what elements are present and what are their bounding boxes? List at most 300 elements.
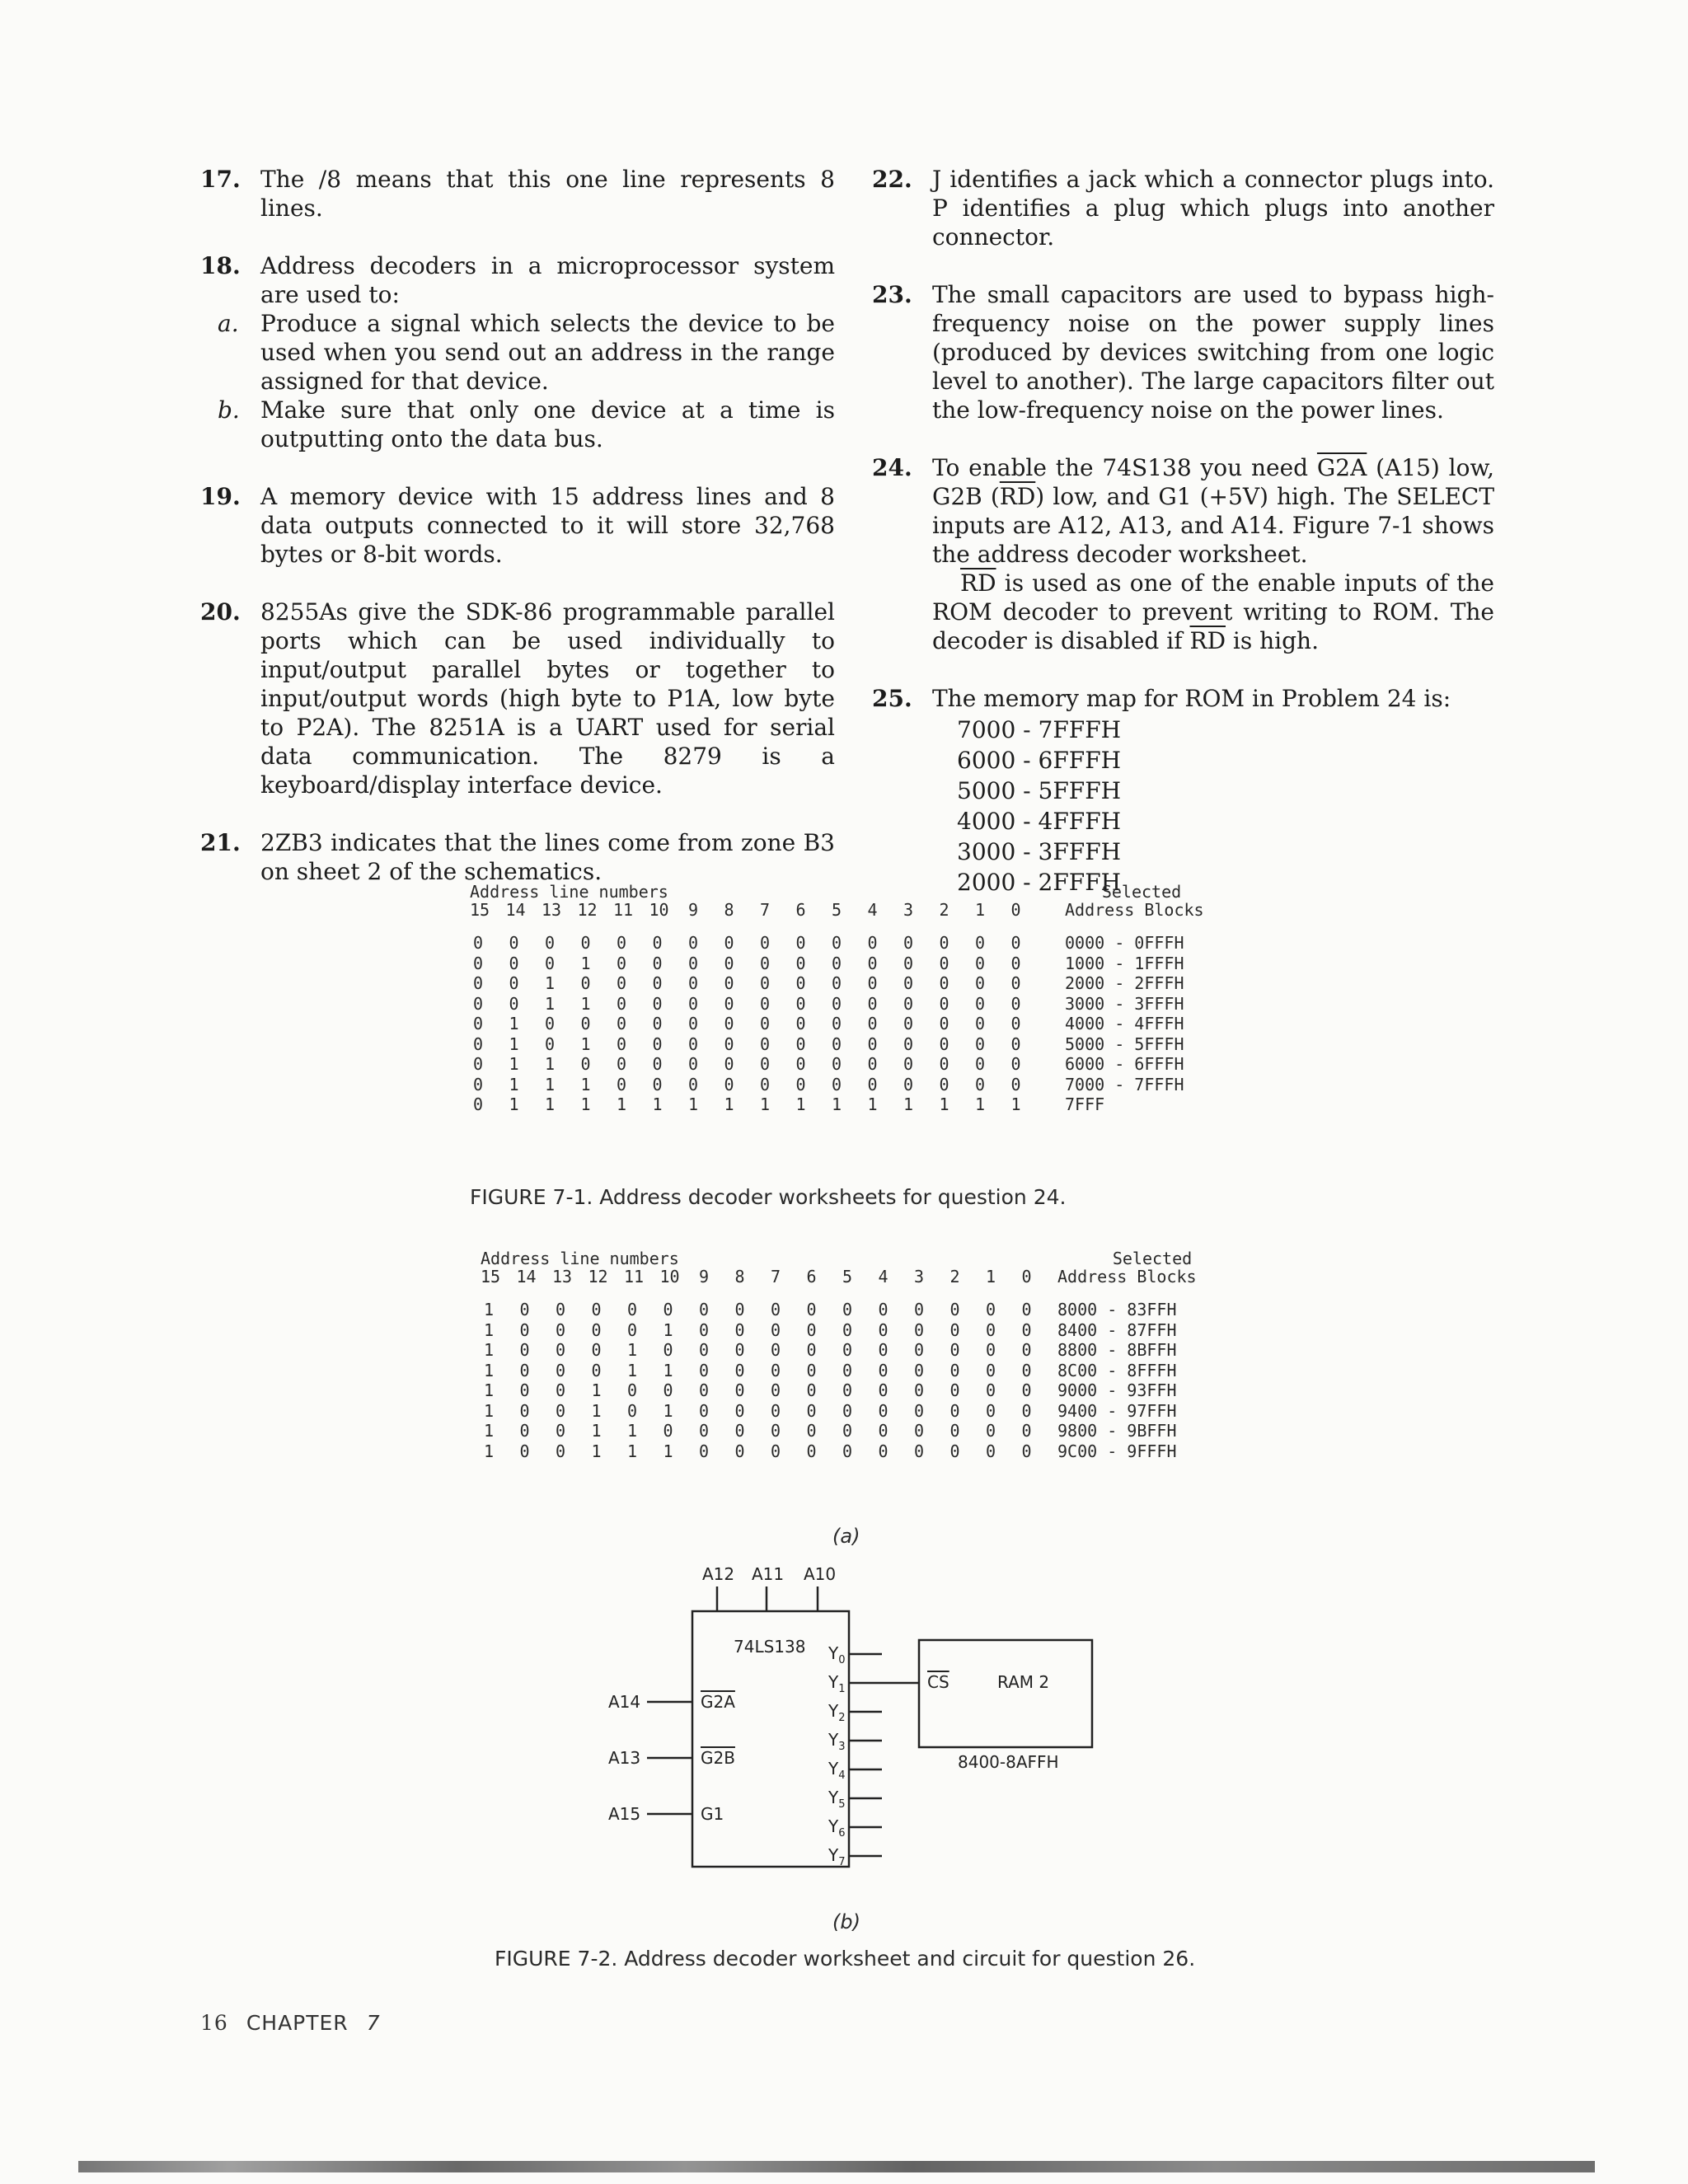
g2a-signal: G2A [1316, 454, 1367, 481]
header-bit-number: 4 [878, 1267, 889, 1286]
header-bit-number: 9 [687, 900, 699, 920]
address-bit: 1 [509, 1074, 519, 1094]
address-bit: 0 [698, 1319, 710, 1340]
address-bit: 0 [878, 1441, 889, 1461]
header-bit-number: 15 [481, 1267, 501, 1286]
subfigure-b-label: (b) [832, 1910, 860, 1933]
address-bit: 0 [734, 1400, 745, 1421]
address-bit: 0 [939, 1054, 950, 1074]
ram-cs-label: CS [927, 1672, 950, 1692]
address-bit: 1 [626, 1441, 638, 1461]
memory-range: 7000 - 7FFFH [957, 716, 1122, 743]
address-bit: 0 [687, 1014, 699, 1033]
address-bit: 0 [950, 1441, 960, 1461]
address-bit: 0 [913, 1360, 925, 1380]
address-bit: 0 [663, 1380, 673, 1400]
address-bit: 0 [913, 1400, 925, 1421]
address-bit: 0 [687, 933, 699, 953]
header-bit-number: 7 [770, 1267, 781, 1286]
address-bit: 1 [1010, 1094, 1021, 1114]
address-bit: 0 [509, 933, 519, 953]
address-bit: 0 [867, 933, 878, 953]
enable-pin-label: G2A [701, 1692, 735, 1712]
item-text: A memory device with 15 address lines and 8 data outputs connected to it will store 32,768 bytes or 8-bit words. [260, 483, 835, 568]
address-bit: 0 [652, 973, 663, 993]
address-block: 9800 - 9BFFH [1057, 1421, 1177, 1441]
item-number: 19. [200, 483, 241, 510]
item-text: 8255As give the SDK-86 programmable parallel ports which can be used individually to input/output parallel bytes or together to input/output words (high byte to P1A, low byte to P2A). The 8251A is a UART used for serial data communication. The 8279 is a keyboard/display interface device. [260, 598, 835, 799]
address-bit: 0 [770, 1360, 781, 1380]
address-bit: 1 [544, 1074, 556, 1094]
address-bit: 0 [555, 1441, 566, 1461]
address-bit: 0 [472, 1094, 484, 1114]
select-input-label: A11 [752, 1564, 785, 1584]
memory-range: 4000 - 4FFFH [957, 808, 1122, 835]
table-row [470, 1014, 1253, 1033]
address-bit: 0 [842, 1319, 853, 1340]
address-bit: 1 [483, 1421, 495, 1441]
address-bit: 0 [903, 933, 914, 953]
address-bit: 0 [698, 1380, 710, 1400]
address-bit: 0 [770, 1319, 781, 1340]
address-block: 6000 - 6FFFH [1065, 1054, 1184, 1074]
address-bit: 0 [795, 1074, 806, 1094]
address-bit: 0 [759, 953, 771, 973]
table-row [481, 1361, 1264, 1380]
address-bit: 0 [472, 1054, 484, 1074]
address-bit: 0 [687, 1033, 699, 1054]
output-label: Y [828, 1730, 839, 1750]
address-bit: 0 [652, 993, 663, 1014]
address-bit: 0 [903, 973, 914, 993]
address-bit: 0 [867, 1014, 878, 1033]
header-bit-number: 6 [806, 1267, 817, 1286]
header-bit-number: 1 [974, 900, 986, 920]
item-text: J identifies a jack which a connector plugs into. P identifies a plug which plugs into another connector. [932, 166, 1494, 251]
address-bit: 0 [770, 1421, 781, 1441]
output-subscript: 3 [838, 1741, 846, 1753]
enable-input-label: A14 [608, 1692, 641, 1712]
address-bit: 0 [831, 1074, 842, 1094]
address-bit: 0 [687, 953, 699, 973]
address-block: 9000 - 93FFH [1057, 1380, 1177, 1400]
table-row [470, 1054, 1253, 1074]
address-bit: 0 [616, 973, 627, 993]
header-bit-number: 12 [588, 1267, 608, 1286]
address-bit: 0 [1021, 1319, 1032, 1340]
address-bit: 0 [698, 1441, 710, 1461]
address-bit: 0 [544, 1033, 556, 1054]
text-run: ) low, and G1 (+5V) high. The SELECT inputs are A12, A13, and A14. Figure 7-1 shows the address decoder worksheet. [932, 483, 1494, 568]
address-bit: 0 [878, 1340, 889, 1360]
address-bit: 0 [759, 993, 771, 1014]
header-bit-number: 2 [950, 1267, 960, 1286]
address-bit: 0 [626, 1400, 638, 1421]
address-block: 5000 - 5FFFH [1065, 1033, 1184, 1054]
header-bit-number: 0 [1021, 1267, 1032, 1286]
address-bit: 0 [939, 973, 950, 993]
address-bit: 0 [831, 1014, 842, 1033]
address-bit: 0 [939, 933, 950, 953]
address-bit: 1 [724, 1094, 734, 1114]
address-bit: 0 [950, 1300, 960, 1319]
header-bit-number: 5 [831, 900, 842, 920]
address-bit: 0 [913, 1421, 925, 1441]
address-bit: 0 [806, 1319, 817, 1340]
address-bit: 0 [591, 1360, 602, 1380]
address-bit: 1 [687, 1094, 699, 1114]
rd-signal: $\overline{RD}$ [999, 483, 1036, 510]
address-bit: 0 [626, 1319, 638, 1340]
address-bit: 0 [555, 1360, 566, 1380]
address-bit: 0 [1010, 973, 1021, 993]
address-bit: 1 [483, 1400, 495, 1421]
svg-text:Y0 [828, 1643, 846, 1666]
address-bit: 0 [1021, 1300, 1032, 1319]
address-bit: 0 [878, 1421, 889, 1441]
chapter-number: 7 [366, 2011, 381, 2035]
table-row [470, 1094, 1253, 1114]
address-bit: 0 [831, 1054, 842, 1074]
address-bit: 1 [663, 1319, 673, 1340]
address-bit: 0 [724, 973, 734, 993]
address-bit: 1 [616, 1094, 627, 1114]
svg-text:Y4 [828, 1759, 846, 1782]
chip-label: 74LS138 [734, 1637, 806, 1657]
address-bit: 1 [626, 1421, 638, 1441]
address-bit: 0 [734, 1421, 745, 1441]
address-bit: 0 [734, 1300, 745, 1319]
address-bit: 0 [913, 1441, 925, 1461]
address-block: 3000 - 3FFFH [1065, 993, 1184, 1014]
address-bit: 1 [795, 1094, 806, 1114]
address-bit: 1 [652, 1094, 663, 1114]
address-bit: 0 [724, 1054, 734, 1074]
output-subscript: 5 [838, 1798, 846, 1811]
address-bit: 1 [483, 1441, 495, 1461]
address-bit: 0 [842, 1340, 853, 1360]
address-bit: 0 [842, 1421, 853, 1441]
address-bit: 0 [806, 1400, 817, 1421]
header-bit-number: 13 [552, 1267, 573, 1286]
memory-range: 3000 - 3FFFH [957, 838, 1122, 865]
address-bit: 0 [939, 1074, 950, 1094]
item-number: 22. [872, 166, 912, 193]
address-bit: 0 [842, 1441, 853, 1461]
address-bit: 0 [544, 1014, 556, 1033]
answer-18b [213, 396, 835, 453]
address-bit: 0 [913, 1380, 925, 1400]
item-paragraph-2 [932, 569, 1494, 655]
header-bit-number: 11 [624, 1267, 645, 1286]
address-bit: 0 [1010, 1033, 1021, 1054]
rd-signal: $\overline{RD}$ [960, 569, 996, 597]
address-bit: 1 [580, 993, 591, 1014]
address-bit: 1 [663, 1360, 673, 1380]
header-bit-number: 9 [698, 1267, 710, 1286]
address-bit: 0 [1010, 933, 1021, 953]
address-block: 9400 - 97FFH [1057, 1400, 1177, 1421]
address-bit: 0 [472, 993, 484, 1014]
figure-7-2-caption: FIGURE 7-2. Address decoder worksheet and circuit for question 26. [495, 1947, 1196, 1971]
address-bit: 0 [974, 1014, 986, 1033]
ram-range-label: 8400-8AFFH [958, 1752, 1059, 1772]
address-bit: 0 [555, 1421, 566, 1441]
output-subscript: 4 [838, 1769, 846, 1782]
address-bit: 0 [831, 933, 842, 953]
table-row [481, 1421, 1264, 1441]
address-bit: 0 [867, 1054, 878, 1074]
figure-7-1-caption: FIGURE 7-1. Address decoder worksheets for question 24. [470, 1185, 1067, 1209]
decoder-worksheet-1 [470, 882, 1253, 1137]
address-bit: 0 [1021, 1340, 1032, 1360]
text-run: is used as one of the enable inputs of the ROM decoder to prevent writing to ROM. The decoder is disabled if [932, 569, 1494, 654]
address-bit: 1 [509, 1014, 519, 1033]
address-bit: 0 [519, 1300, 530, 1319]
address-bit: 0 [974, 1033, 986, 1054]
output-subscript: 0 [838, 1654, 846, 1666]
address-bit: 0 [687, 973, 699, 993]
table-row [470, 954, 1253, 973]
page-footer [200, 2011, 381, 2035]
address-bit: 0 [591, 1340, 602, 1360]
output-labels [828, 1643, 846, 1868]
address-bit: 0 [555, 1340, 566, 1360]
address-bit: 1 [580, 1094, 591, 1114]
address-bit: 0 [759, 1033, 771, 1054]
address-bit: 1 [509, 1094, 519, 1114]
address-bit: 0 [974, 1074, 986, 1094]
header-bit-number: 14 [505, 900, 526, 920]
address-bit: 0 [903, 1074, 914, 1094]
header-bit-number: 2 [939, 900, 950, 920]
page-number: 16 [200, 2011, 228, 2035]
address-bit: 0 [806, 1380, 817, 1400]
output-subscript: 6 [838, 1827, 846, 1840]
address-bit: 0 [687, 1074, 699, 1094]
item-text [932, 453, 1494, 569]
address-bit: 0 [1010, 1074, 1021, 1094]
item-number: 18. [200, 252, 241, 279]
table-header-right: Selected [1101, 882, 1182, 902]
subfigure-a-label: (a) [832, 1525, 860, 1548]
address-bit: 0 [472, 973, 484, 993]
address-bit: 0 [555, 1400, 566, 1421]
address-bit: 0 [867, 973, 878, 993]
address-bit: 0 [806, 1300, 817, 1319]
address-bit: 0 [974, 993, 986, 1014]
table-header-left: Address line numbers [481, 1249, 679, 1268]
address-bit: 1 [867, 1094, 878, 1114]
memory-range: 6000 - 6FFFH [957, 747, 1122, 774]
header-bit-number: 3 [903, 900, 914, 920]
address-bit: 0 [842, 1380, 853, 1400]
address-bit: 0 [903, 993, 914, 1014]
memory-range: 5000 - 5FFFH [957, 777, 1122, 804]
address-bit: 0 [867, 953, 878, 973]
left-column [200, 165, 835, 886]
address-bit: 0 [472, 1074, 484, 1094]
address-bit: 0 [985, 1441, 996, 1461]
address-block: 0000 - 0FFFH [1065, 933, 1184, 953]
address-bit: 0 [509, 973, 519, 993]
enable-input-label: A13 [608, 1748, 641, 1768]
address-bit: 0 [580, 1014, 591, 1033]
header-bit-number: 0 [1010, 900, 1021, 920]
address-bit: 0 [795, 973, 806, 993]
address-block: 9C00 - 9FFFH [1057, 1441, 1177, 1461]
item-number: 20. [200, 598, 241, 626]
address-bit: 0 [1021, 1421, 1032, 1441]
header-bit-number: 8 [724, 900, 734, 920]
address-bit: 1 [939, 1094, 950, 1114]
header-bit-number: 3 [913, 1267, 925, 1286]
address-bit: 0 [842, 1400, 853, 1421]
table-header-right-2: Address Blocks [1057, 1267, 1197, 1286]
table-row [470, 1034, 1253, 1054]
address-bit: 0 [842, 1300, 853, 1319]
address-bit: 0 [472, 953, 484, 973]
text-run: To enable the 74S138 you need [932, 454, 1317, 481]
svg-text:Y7 [828, 1845, 846, 1868]
sub-text: Produce a signal which selects the device to be used when you send out an address in the range assigned for that device. [260, 310, 835, 395]
header-bit-number: 6 [795, 900, 806, 920]
sub-letter: a. [218, 310, 239, 337]
address-bit: 0 [1021, 1360, 1032, 1380]
ram-chip-box [919, 1640, 1092, 1747]
enable-pin-label: G1 [701, 1804, 724, 1824]
address-bit: 0 [867, 993, 878, 1014]
select-input-label: A12 [702, 1564, 735, 1584]
address-bit: 1 [974, 1094, 986, 1114]
address-bit: 0 [770, 1380, 781, 1400]
item-number: 24. [872, 454, 912, 481]
answer-24 [872, 453, 1494, 655]
address-bit: 0 [509, 953, 519, 973]
address-bit: 0 [974, 933, 986, 953]
output-label: Y [828, 1701, 839, 1721]
address-bit: 0 [1021, 1380, 1032, 1400]
address-bit: 0 [903, 1054, 914, 1074]
address-bit: 0 [985, 1400, 996, 1421]
address-bit: 0 [985, 1300, 996, 1319]
address-bit: 0 [878, 1400, 889, 1421]
svg-text:Y2 [828, 1701, 846, 1724]
address-block: 7000 - 7FFFH [1065, 1074, 1184, 1094]
address-bit: 1 [544, 1054, 556, 1074]
address-bit: 0 [1010, 1014, 1021, 1033]
address-bit: 0 [806, 1421, 817, 1441]
address-bit: 0 [616, 1014, 627, 1033]
address-bit: 0 [806, 1441, 817, 1461]
address-bit: 0 [591, 1300, 602, 1319]
header-bit-number: 5 [842, 1267, 853, 1286]
address-bit: 0 [591, 1319, 602, 1340]
header-bit-number: 14 [516, 1267, 537, 1286]
address-bit: 1 [580, 1033, 591, 1054]
address-bit: 0 [831, 953, 842, 973]
address-bit: 0 [878, 1380, 889, 1400]
address-bit: 0 [687, 993, 699, 1014]
address-bit: 0 [724, 933, 734, 953]
address-bit: 0 [950, 1400, 960, 1421]
address-bit: 1 [509, 1054, 519, 1074]
address-bit: 0 [950, 1421, 960, 1441]
address-bit: 0 [724, 993, 734, 1014]
table-row [470, 994, 1253, 1014]
address-bit: 1 [580, 1074, 591, 1094]
address-bit: 1 [483, 1340, 495, 1360]
address-bit: 1 [759, 1094, 771, 1114]
address-bit: 0 [1010, 1054, 1021, 1074]
answer-21 [200, 828, 835, 886]
address-bit: 1 [591, 1441, 602, 1461]
table-row [470, 973, 1253, 993]
address-bit: 0 [519, 1319, 530, 1340]
address-bit: 0 [519, 1380, 530, 1400]
header-bit-number: 10 [659, 1267, 680, 1286]
address-bit: 1 [831, 1094, 842, 1114]
address-bit: 0 [698, 1360, 710, 1380]
svg-text:Y3 [828, 1730, 846, 1753]
output-subscript: 1 [838, 1683, 846, 1695]
address-bit: 0 [831, 1033, 842, 1054]
address-block: 2000 - 2FFFH [1065, 973, 1184, 993]
address-bit: 0 [795, 993, 806, 1014]
address-bit: 0 [698, 1421, 710, 1441]
address-bit: 0 [724, 953, 734, 973]
sub-letter: b. [218, 396, 240, 424]
address-bit: 0 [795, 1033, 806, 1054]
ram-label: RAM 2 [997, 1672, 1050, 1692]
answer-22 [872, 165, 1494, 251]
table-row [481, 1380, 1264, 1400]
address-bit: 0 [555, 1300, 566, 1319]
address-bit: 0 [472, 933, 484, 953]
address-bit: 0 [903, 953, 914, 973]
address-bit: 0 [939, 1033, 950, 1054]
address-bit: 0 [519, 1400, 530, 1421]
address-bit: 0 [770, 1441, 781, 1461]
address-bit: 0 [687, 1054, 699, 1074]
header-bit-number: 4 [867, 900, 878, 920]
address-bit: 0 [519, 1340, 530, 1360]
address-bit: 0 [939, 1014, 950, 1033]
answer-20 [200, 598, 835, 799]
address-block: 8400 - 87FFH [1057, 1319, 1177, 1340]
sub-text: Make sure that only one device at a time is outputting onto the data bus. [260, 396, 835, 452]
address-bit: 0 [663, 1340, 673, 1360]
address-bit: 0 [580, 933, 591, 953]
address-bit: 0 [472, 1033, 484, 1054]
address-bit: 0 [974, 1054, 986, 1074]
table-row [470, 933, 1253, 953]
item-text: The small capacitors are used to bypass high-frequency noise on the power supply lines (produced by devices switching from one logic level to another). The large capacitors filter out the low-frequency noise on the power lines. [932, 281, 1494, 424]
address-bit: 0 [939, 953, 950, 973]
address-bit: 0 [770, 1400, 781, 1421]
address-bit: 0 [795, 1054, 806, 1074]
address-bit: 0 [1010, 993, 1021, 1014]
address-bit: 0 [519, 1441, 530, 1461]
header-bit-number: 12 [577, 900, 598, 920]
address-block: 7FFF [1065, 1094, 1105, 1114]
output-label: Y [828, 1845, 839, 1865]
address-bit: 1 [483, 1300, 495, 1319]
address-bit: 0 [913, 1300, 925, 1319]
address-block: 8C00 - 8FFFH [1057, 1360, 1177, 1380]
address-bit: 0 [867, 1074, 878, 1094]
address-bit: 0 [616, 1033, 627, 1054]
